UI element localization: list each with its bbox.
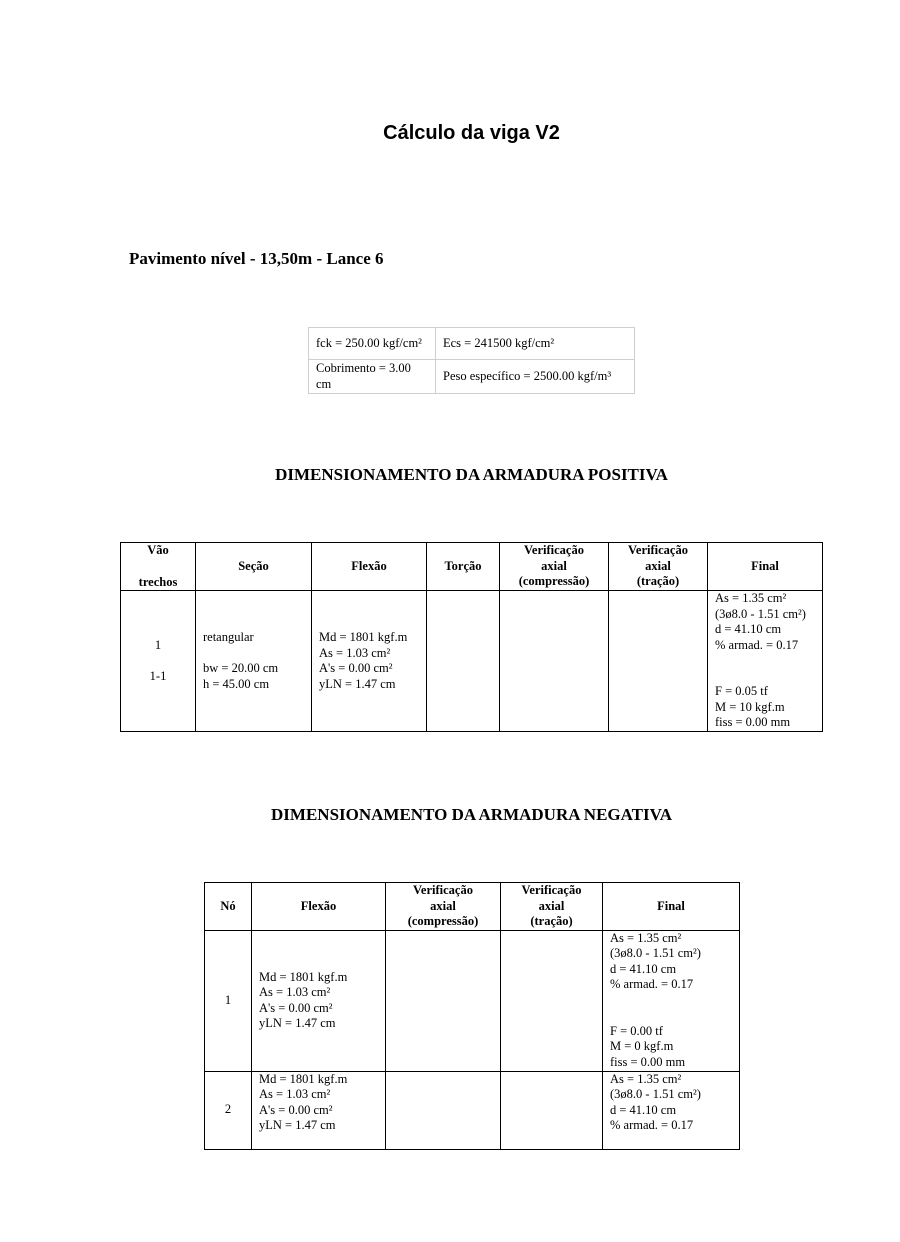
header-verificacao-tracao (609, 543, 708, 591)
flexao-as-linha: A's = 0.00 cm² (259, 1102, 333, 1117)
vao-value: 1 (154, 637, 162, 652)
header-secao: Seção (196, 543, 312, 591)
table-row (205, 1071, 740, 1149)
final-fiss: fiss = 0.00 mm (715, 715, 791, 730)
positive-reinforcement-table (120, 542, 823, 732)
flexao-as-linha: A's = 0.00 cm² (319, 661, 393, 675)
flexao-as: As = 1.03 cm² (259, 1087, 331, 1101)
final-fiss: fiss = 0.00 mm (610, 1054, 686, 1069)
header-verificacao-tracao (501, 883, 603, 931)
flexao-as-linha: A's = 0.00 cm² (259, 1000, 333, 1015)
fck-cell: fck = 250.00 kgf/cm² (309, 328, 436, 360)
negative-reinforcement-table (204, 882, 740, 1150)
flexao-cell (252, 1071, 386, 1149)
flexao-md: Md = 1801 kgf.m (259, 1071, 348, 1086)
spacer (610, 1009, 732, 1024)
final-armad: % armad. = 0.17 (610, 1118, 694, 1132)
header-vao-label: Vão (147, 543, 169, 557)
flexao-md: Md = 1801 kgf.m (319, 630, 408, 644)
header-no: Nó (205, 883, 252, 931)
peso-especifico-cell: Peso específico = 2500.00 kgf/m³ (436, 360, 635, 394)
secao-cell (196, 591, 312, 732)
header-text: (tração) (530, 914, 573, 928)
table-row (205, 930, 740, 1071)
header-torcao: Torção (427, 543, 500, 591)
header-text: (tração) (636, 574, 680, 589)
positive-reinforcement-title: DIMENSIONAMENTO DA ARMADURA POSITIVA (275, 465, 668, 484)
spacer (128, 653, 188, 669)
spacer (715, 669, 815, 684)
page-title: Cálculo da viga V2 (383, 122, 560, 144)
final-as: As = 1.35 cm² (610, 930, 682, 945)
final-d: d = 41.10 cm (610, 1102, 677, 1117)
flexao-yln: yLN = 1.47 cm (259, 1016, 336, 1030)
flexao-yln: yLN = 1.47 cm (259, 1118, 336, 1132)
final-m: M = 0 kgf.m (610, 1039, 674, 1054)
final-as: As = 1.35 cm² (715, 591, 787, 606)
flexao-as: As = 1.03 cm² (259, 985, 331, 999)
final-bars: (3ø8.0 - 1.51 cm²) (715, 606, 806, 621)
verificacao-compressao-cell (386, 1071, 501, 1149)
final-d: d = 41.10 cm (715, 622, 782, 637)
negative-reinforcement-title: DIMENSIONAMENTO DA ARMADURA NEGATIVA (271, 805, 672, 824)
final-f: F = 0.00 tf (610, 1023, 663, 1038)
header-text: Verificação (628, 543, 688, 558)
flexao-md: Md = 1801 kgf.m (259, 969, 348, 984)
torcao-cell (427, 591, 500, 732)
final-as: As = 1.35 cm² (610, 1071, 682, 1086)
header-verificacao-compressao (386, 883, 501, 931)
final-d: d = 41.10 cm (610, 961, 677, 976)
ecs-cell: Ecs = 241500 kgf/cm² (436, 328, 635, 360)
final-bars: (3ø8.0 - 1.51 cm²) (610, 1087, 701, 1101)
spacer (203, 645, 304, 661)
table-header-row (205, 883, 740, 931)
trecho-value: 1-1 (149, 669, 167, 683)
table-row (121, 591, 823, 732)
flexao-cell (312, 591, 427, 732)
header-text: axial (645, 558, 671, 573)
header-final: Final (603, 883, 740, 931)
secao-tipo: retangular (203, 629, 254, 644)
header-text: Verificação (524, 543, 584, 558)
final-cell (603, 930, 740, 1071)
spacer (610, 993, 732, 1009)
flexao-cell (252, 930, 386, 1071)
no-cell: 1 (205, 930, 252, 1071)
final-cell (708, 591, 823, 732)
secao-bw: bw = 20.00 cm (203, 661, 279, 676)
final-cell (603, 1071, 740, 1149)
flexao-yln: yLN = 1.47 cm (319, 676, 396, 691)
header-text: axial (430, 898, 456, 913)
no-cell: 2 (205, 1071, 252, 1149)
secao-h: h = 45.00 cm (203, 676, 270, 691)
verificacao-tracao-cell (609, 591, 708, 732)
final-m: M = 10 kgf.m (715, 699, 785, 714)
table-header-row (121, 543, 823, 591)
spacer (715, 653, 815, 669)
header-final: Final (708, 543, 823, 591)
header-trechos-label: trechos (138, 574, 178, 589)
verificacao-compressao-cell (386, 930, 501, 1071)
header-text: Verificação (413, 883, 473, 897)
verificacao-tracao-cell (501, 1071, 603, 1149)
header-text: Verificação (521, 883, 582, 897)
final-armad: % armad. = 0.17 (610, 977, 694, 992)
floor-subtitle: Pavimento nível - 13,50m - Lance 6 (129, 249, 384, 268)
header-flexao: Flexão (252, 883, 386, 931)
verificacao-compressao-cell (500, 591, 609, 732)
verificacao-tracao-cell (501, 930, 603, 1071)
material-properties-table (308, 327, 635, 394)
header-vao (121, 543, 196, 591)
header-text: (compressão) (407, 914, 479, 928)
header-verificacao-compressao (500, 543, 609, 591)
header-text: axial (538, 898, 565, 913)
flexao-as: As = 1.03 cm² (319, 645, 391, 660)
final-armad: % armad. = 0.17 (715, 637, 799, 652)
final-bars: (3ø8.0 - 1.51 cm²) (610, 946, 701, 961)
header-flexao: Flexão (312, 543, 427, 591)
cobrimento-cell: Cobrimento = 3.00 cm (309, 360, 436, 394)
vao-cell (121, 591, 196, 732)
spacer (128, 559, 188, 575)
final-f: F = 0.05 tf (715, 684, 768, 699)
header-text: (compressão) (518, 574, 590, 589)
header-text: axial (541, 558, 567, 573)
